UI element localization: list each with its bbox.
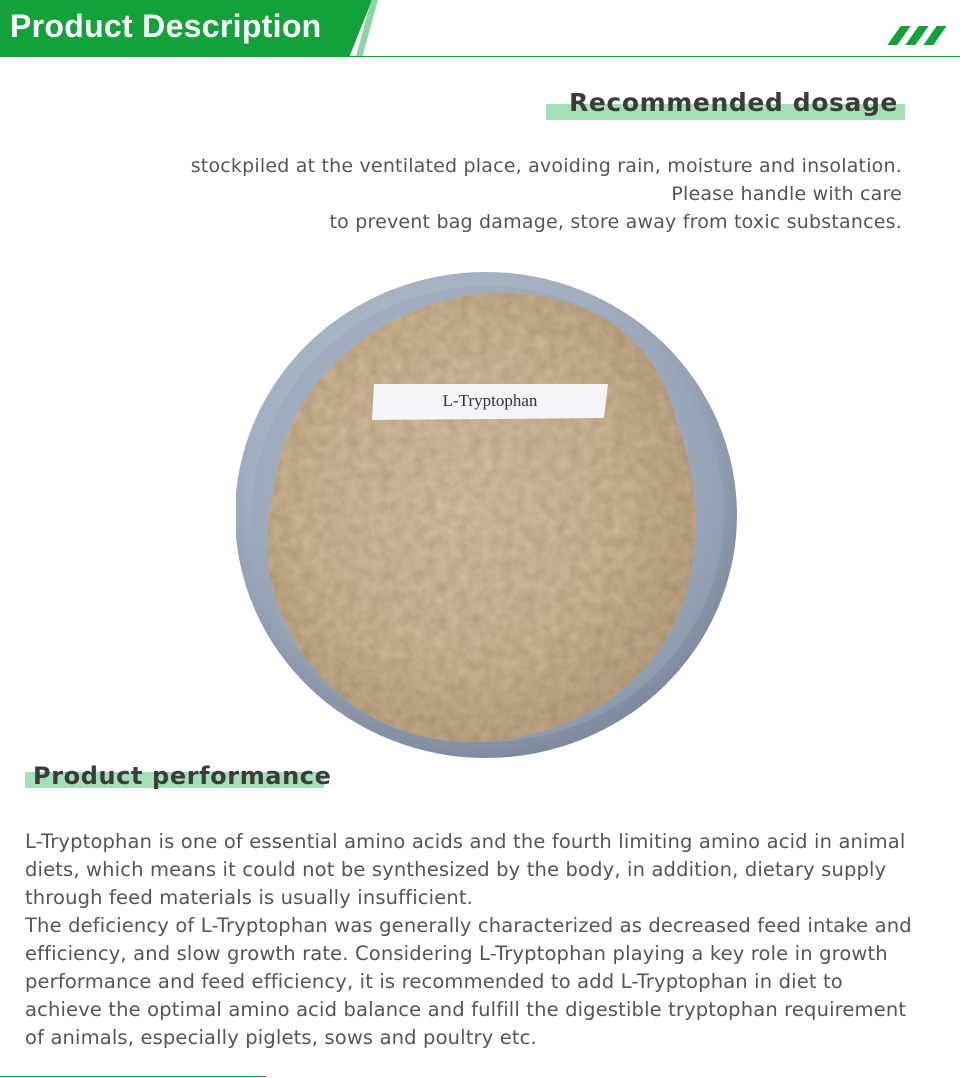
dosage-line: Please handle with care: [671, 183, 902, 205]
dosage-heading: [546, 86, 906, 126]
performance-paragraph: The deficiency of L-Tryptophan was generally characterized as decreased feed intake and efficiency, and slow growth rate. Considering L-Tryptophan playing a key role in growth performance and feed efficiency, it is recommended to add L-Tryptophan in diet to achieve the optimal amino acid balance and fulfill the digestible tryptophan requirement of animals, especially piglets, sows and poultry etc.: [25, 914, 912, 1049]
dosage-line: to prevent bag damage, store away from toxic substances.: [329, 211, 902, 233]
product-photo: [236, 270, 742, 762]
dosage-text: [191, 152, 902, 236]
bottom-divider: [0, 1076, 266, 1077]
banner-divider: [0, 56, 960, 57]
powder-bowl-image: [236, 270, 742, 762]
section-banner: [0, 0, 960, 58]
triple-slash-icon: [888, 26, 948, 46]
dosage-line: stockpiled at the ventilated place, avoiding rain, moisture and insolation.: [190, 155, 902, 177]
dosage-heading-text: Recommended dosage: [569, 88, 898, 117]
section-title: Product Description: [10, 8, 322, 44]
performance-heading-text: Product performance: [33, 762, 332, 790]
label-strip: [372, 384, 608, 420]
performance-text: [25, 828, 925, 1052]
product-label: L-Tryptophan: [442, 391, 538, 410]
performance-paragraph: L-Tryptophan is one of essential amino acids and the fourth limiting amino acid in animal diets, which means it could not be synthesized by the body, in addition, dietary supply through feed materials is usually insufficient.: [25, 830, 906, 909]
performance-heading: [25, 758, 332, 798]
